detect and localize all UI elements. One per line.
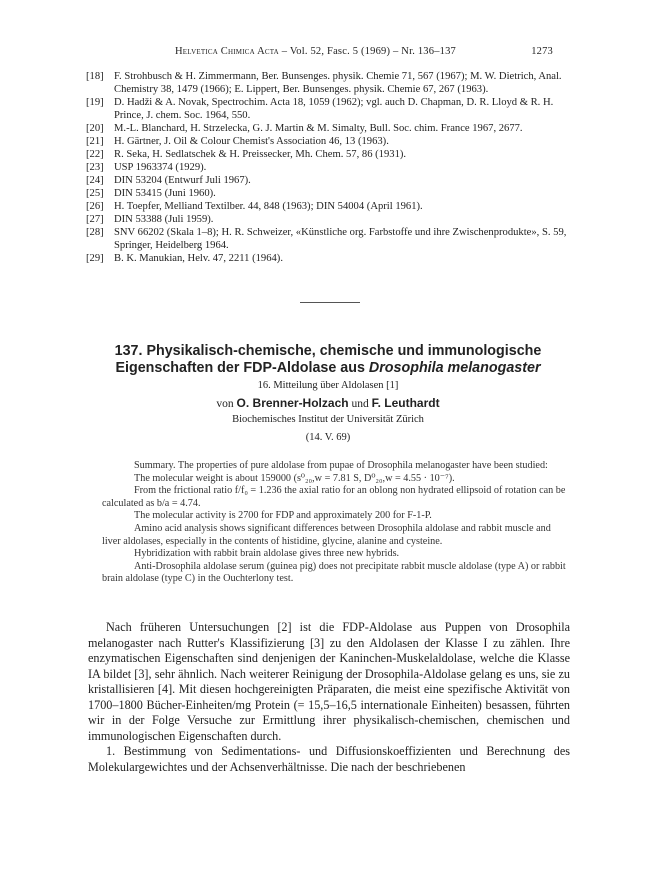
- reference-item: [29] B. K. Manukian, Helv. 47, 2211 (1964).: [86, 253, 283, 264]
- received-date: (14. V. 69): [305, 432, 351, 443]
- reference-item: [24] DIN 53204 (Entwurf Juli 1967).: [86, 175, 251, 186]
- volume-info: – Vol. 52, Fasc. 5 (1969) – Nr. 136–137: [278, 46, 456, 57]
- author-name: O. Brenner-Holzach: [236, 396, 349, 410]
- summary-paragraph: From the frictional ratio f/f₀ = 1.236 the axial ratio for an oblong non hydrated ellipsoid of rotation can be calculated as b/a = 4.74.: [102, 485, 566, 509]
- page-number: 1273: [531, 46, 553, 57]
- main-text: [88, 620, 570, 775]
- reference-item: [22] R. Seka, H. Sedlatschek & H. Preissecker, Mh. Chem. 57, 86 (1931).: [86, 149, 407, 160]
- reference-item: [26] H. Toepfer, Melliand Textilber. 44, 848 (1963); DIN 54004 (April 1961).: [86, 201, 423, 212]
- summary-paragraph: Anti-Drosophila aldolase serum (guinea pig) does not precipitate rabbit muscle aldolase (type A) or rabbit brain aldolase (type C) in the Ouchterlony test.: [102, 560, 566, 585]
- summary-paragraph: Hybridization with rabbit brain aldolase gives three new hybrids.: [134, 548, 400, 560]
- reference-item: [27] DIN 53388 (Juli 1959).: [86, 214, 214, 225]
- journal-name: Helvetica Chimica Acta: [175, 46, 279, 57]
- author-line: von O. Brenner-Holzach und F. Leuthardt: [216, 396, 440, 410]
- reference-item: [18] F. Strohbusch & H. Zimmermann, Ber. Bunsenges. physik. Chemie 71, 567 (1967); M. W. Dietrich, Anal. Chemistry 38, 1479 (1966); E. Lippert, Ber. Bunsenges. physik. Chemie 67, 267 (1963).: [86, 71, 562, 95]
- reference-item: [20] M.-L. Blanchard, H. Strzelecka, G. J. Martin & M. Simalty, Bull. Soc. chim. France 1967, 2677.: [86, 123, 523, 134]
- summary-paragraph: Amino acid analysis shows significant differences between Drosophila aldolase and rabbit muscle and liver aldolases, especially in the contents of histidine, glycine, alanine and cysteine.: [102, 522, 551, 547]
- summary-paragraph: The molecular weight is about 159000 (s⁰₂₀,w = 7.81 S, D⁰₂₀,w = 4.55 · 10⁻⁷).: [134, 472, 455, 484]
- reference-item: [25] DIN 53415 (Juni 1960).: [86, 188, 216, 199]
- summary-paragraph: The molecular activity is 2700 for FDP and approximately 200 for F-1-P.: [134, 510, 432, 522]
- section-divider: [300, 302, 360, 303]
- running-header: [175, 46, 553, 57]
- reference-item: [23] USP 1963374 (1929).: [86, 162, 207, 173]
- institution: Biochemisches Institut der Universität Zürich: [232, 414, 424, 425]
- body-paragraph: 1. Bestimmung von Sedimentations- und Diffusionskoeffizienten und Berechnung des Molekulargewichtes und der Achsenverhältnisse. Die nach der beschriebenen: [88, 744, 570, 774]
- article-title: 137. Physikalisch-chemische, chemische und immunologische Eigenschaften der FDP-Aldolase aus Drosophila melanogaster: [114, 343, 542, 376]
- summary-paragraph: Summary. The properties of pure aldolase from pupae of Drosophila melanogaster have been studied:: [134, 460, 548, 471]
- reference-item: [28] SNV 66202 (Skala 1–8); H. R. Schweizer, «Künstliche org. Farbstoffe und ihre Zwischenprodukte», S. 59, Springer, Heidelberg 1964.: [86, 227, 567, 251]
- reference-list: [86, 70, 568, 265]
- body-paragraph: Nach früheren Untersuchungen [2] ist die FDP-Aldolase aus Puppen von Drosophila melanogaster nach Rutter's Klassifizierung [3] zu den Aldolasen der Klasse I zu zählen. Ihre enzymatischen Eigenschaften sind denjenigen der Kaninchen-Muskelaldolase, welche die Klasse IA bildet [3], sehr ähnlich. Nach weiterer Reinigung der Drosophila-Aldolase gelang es uns, sie zu kristallisieren [4]. Mit diesen hochgereinigten Präparaten, die meist eine spezifische Aktivität von 1700–1800 Bücher-Einheiten/mg Protein (= 15,5–16,5 internationale Einheiten) besassen, führten wir in der Folge Versuche zur Ermittlung ihrer physikalisch-chemischen, chemischen und immunologischen Eigenschaften durch.: [88, 620, 570, 743]
- summary-abstract: [102, 460, 570, 586]
- author-name: F. Leuthardt: [371, 396, 440, 410]
- reference-item: [21] H. Gärtner, J. Oil & Colour Chemist's Association 46, 13 (1963).: [86, 136, 389, 147]
- reference-item: [19] D. Hadži & A. Novak, Spectrochim. Acta 18, 1059 (1962); vgl. auch D. Chapman, D. R. Lloyd & R. H. Prince, J. chem. Soc. 1964, 550.: [86, 97, 554, 121]
- article-subtitle: 16. Mitteilung über Aldolasen [1]: [257, 380, 399, 391]
